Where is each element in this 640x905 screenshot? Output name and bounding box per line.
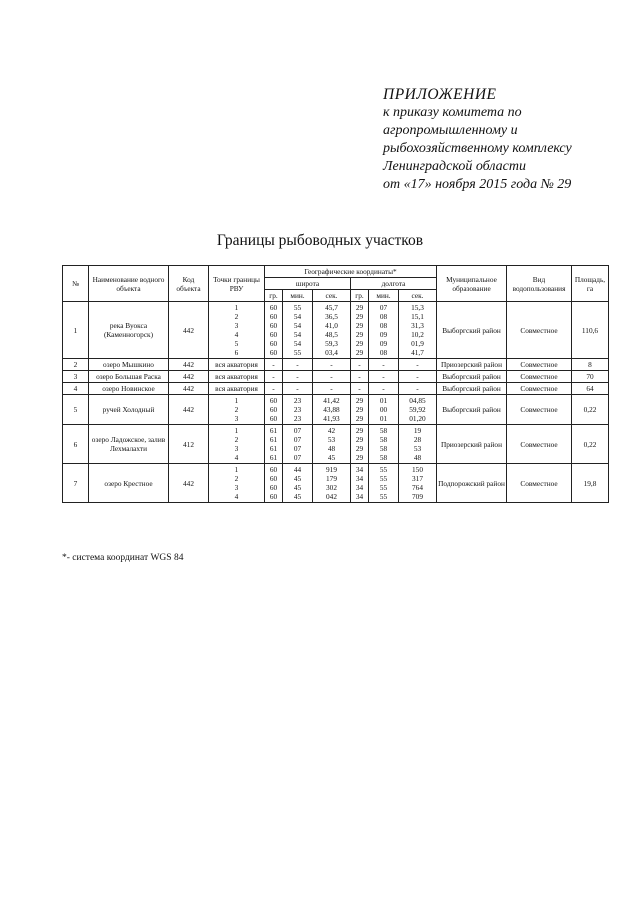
cell-value: - [416, 384, 419, 393]
cell-code: 442 [169, 395, 209, 425]
cell-area: 110,6 [572, 302, 609, 359]
cell-value: 48 [413, 453, 422, 462]
cell-value: 55 [379, 474, 388, 483]
header-points: Точки границы РВУ [209, 266, 265, 302]
cell-lon-deg [351, 371, 369, 383]
cell-lon-min [369, 302, 399, 359]
cell-use: Совместное [507, 371, 572, 383]
header-lon-min: мин. [369, 290, 399, 302]
cell-value: 41,0 [325, 321, 338, 330]
cell-name: озеро Мышкино [89, 359, 169, 371]
cell-area: 70 [572, 371, 609, 383]
cell-value: 179 [326, 474, 337, 483]
cell-lon-min [369, 425, 399, 464]
cell-value: 60 [269, 483, 278, 492]
cell-value: 31,3 [411, 321, 424, 330]
cell-num: 7 [63, 464, 89, 503]
cell-value: 3 [234, 414, 239, 423]
cell-lat-min [283, 302, 313, 359]
cell-value: 15,1 [411, 312, 424, 321]
cell-num: 4 [63, 383, 89, 395]
cell-lat-sec [313, 302, 351, 359]
cell-value: 317 [412, 474, 423, 483]
header-coords: Географические координаты* [265, 266, 437, 278]
cell-num: 5 [63, 395, 89, 425]
cell-value: 29 [355, 348, 364, 357]
header-lon: долгота [351, 278, 437, 290]
cell-value: 60 [269, 303, 278, 312]
appendix-line: от «17» ноября 2015 года № 29 [383, 177, 572, 192]
cell-lon-sec [399, 371, 437, 383]
cell-value: 01 [379, 396, 388, 405]
cell-points [209, 302, 265, 359]
cell-value: 29 [355, 330, 364, 339]
cell-value: 150 [412, 465, 423, 474]
cell-value: 1 [234, 303, 239, 312]
table-row [63, 395, 609, 425]
appendix-title: ПРИЛОЖЕНИЕ [383, 86, 497, 103]
cell-points [209, 425, 265, 464]
cell-num: 2 [63, 359, 89, 371]
cell-value: 6 [234, 348, 239, 357]
header-name: Наименование водного объекта [89, 266, 169, 302]
cell-value: 58 [379, 444, 388, 453]
header-lat: широта [265, 278, 351, 290]
cell-value: 3 [234, 444, 239, 453]
cell-lat-deg [265, 302, 283, 359]
cell-value: 08 [379, 348, 388, 357]
cell-value: 61 [269, 444, 278, 453]
cell-value: 34 [355, 465, 364, 474]
cell-lon-sec [399, 464, 437, 503]
cell-lon-min [369, 371, 399, 383]
cell-value: 43,88 [323, 405, 340, 414]
cell-use: Совместное [507, 464, 572, 503]
cell-use: Совместное [507, 395, 572, 425]
cell-value: - [416, 372, 419, 381]
cell-lon-deg [351, 359, 369, 371]
cell-code: 442 [169, 371, 209, 383]
cell-municipality: Выборгский район [437, 383, 507, 395]
cell-value: 45,7 [325, 303, 338, 312]
cell-value: 29 [355, 414, 364, 423]
cell-value: 29 [355, 321, 364, 330]
cell-value: 60 [269, 405, 278, 414]
cell-value: 58 [379, 426, 388, 435]
cell-value: - [296, 360, 299, 369]
cell-name: озеро Большая Раска [89, 371, 169, 383]
cell-lat-sec [313, 383, 351, 395]
cell-value: - [358, 372, 361, 381]
cell-value: 302 [326, 483, 337, 492]
cell-value: 60 [269, 330, 278, 339]
cell-code: 442 [169, 302, 209, 359]
cell-lon-deg [351, 383, 369, 395]
cell-value: 29 [355, 435, 364, 444]
cell-value: 34 [355, 483, 364, 492]
table-row [63, 371, 609, 383]
cell-lon-deg [351, 464, 369, 503]
cell-lat-min [283, 383, 313, 395]
cell-lat-sec [313, 371, 351, 383]
cell-name: ручей Холодный [89, 395, 169, 425]
cell-value: - [382, 360, 385, 369]
cell-value: 41,42 [323, 396, 340, 405]
cell-value: 60 [269, 492, 278, 501]
cell-lon-deg [351, 302, 369, 359]
header-lat-min: мин. [283, 290, 313, 302]
cell-value: 29 [355, 444, 364, 453]
cell-value: 07 [379, 303, 388, 312]
cell-value: 01,9 [411, 339, 424, 348]
cell-value: 55 [379, 492, 388, 501]
cell-value: 53 [327, 435, 336, 444]
cell-value: - [272, 372, 275, 381]
header-area: Площадь, га [572, 266, 609, 302]
cell-name: озеро Ладожское, залив Лехмалахти [89, 425, 169, 464]
cell-value: 60 [269, 339, 278, 348]
cell-value: 54 [293, 312, 302, 321]
cell-lat-deg [265, 371, 283, 383]
cell-lon-min [369, 464, 399, 503]
cell-value: 29 [355, 396, 364, 405]
cell-lat-deg [265, 359, 283, 371]
cell-value: 3 [234, 483, 239, 492]
cell-value: 29 [355, 405, 364, 414]
cell-value: 08 [379, 321, 388, 330]
header-municipality: Муниципальное образование [437, 266, 507, 302]
cell-value: 54 [293, 321, 302, 330]
cell-value: 709 [412, 492, 423, 501]
cell-value: 03,4 [325, 348, 338, 357]
cell-use: Совместное [507, 302, 572, 359]
cell-value: 58 [379, 435, 388, 444]
cell-value: 29 [355, 339, 364, 348]
cell-lat-min [283, 371, 313, 383]
cell-value: 00 [379, 405, 388, 414]
table-row [63, 464, 609, 503]
cell-value: 29 [355, 312, 364, 321]
cell-area: 19,8 [572, 464, 609, 503]
cell-use: Совместное [507, 425, 572, 464]
cell-lon-sec [399, 359, 437, 371]
cell-lat-deg [265, 395, 283, 425]
header-lon-sec: сек. [399, 290, 437, 302]
cell-value: 45 [293, 474, 302, 483]
cell-value: 3 [234, 321, 239, 330]
cell-area: 64 [572, 383, 609, 395]
cell-value: 53 [413, 444, 422, 453]
cell-value: - [330, 372, 333, 381]
cell-lat-min [283, 395, 313, 425]
cell-value: 42 [327, 426, 336, 435]
cell-value: 5 [234, 339, 239, 348]
cell-lat-sec [313, 359, 351, 371]
cell-value: 2 [234, 435, 239, 444]
cell-value: 41,7 [411, 348, 424, 357]
cell-code: 412 [169, 425, 209, 464]
cell-lon-min [369, 359, 399, 371]
appendix-line: к приказу комитета по [383, 105, 522, 120]
cell-points [209, 371, 265, 383]
cell-municipality: Выборгский район [437, 302, 507, 359]
cell-value: 55 [379, 465, 388, 474]
cell-value: вся акватория [215, 384, 258, 393]
cell-lon-deg [351, 425, 369, 464]
cell-value: 61 [269, 435, 278, 444]
cell-municipality: Приозерский район [437, 425, 507, 464]
cell-value: 55 [293, 348, 302, 357]
cell-value: 45 [293, 492, 302, 501]
cell-value: 29 [355, 303, 364, 312]
fish-farming-areas-table [62, 265, 609, 503]
cell-lat-deg [265, 383, 283, 395]
cell-value: 28 [413, 435, 422, 444]
cell-value: 08 [379, 312, 388, 321]
cell-value: 23 [293, 405, 302, 414]
cell-value: - [382, 372, 385, 381]
header-lon-deg: гр. [351, 290, 369, 302]
cell-value: 60 [269, 348, 278, 357]
cell-value: 41,93 [323, 414, 340, 423]
cell-value: 29 [355, 426, 364, 435]
cell-value: 4 [234, 492, 239, 501]
header-lat-deg: гр. [265, 290, 283, 302]
cell-value: 07 [293, 426, 302, 435]
cell-value: 55 [293, 303, 302, 312]
header-use: Вид водопользования [507, 266, 572, 302]
cell-points [209, 383, 265, 395]
cell-value: 45 [327, 453, 336, 462]
cell-num: 1 [63, 302, 89, 359]
cell-value: 01,20 [409, 414, 426, 423]
cell-value: 55 [379, 483, 388, 492]
cell-area: 0,22 [572, 425, 609, 464]
cell-lat-deg [265, 425, 283, 464]
cell-value: 60 [269, 312, 278, 321]
cell-lon-sec [399, 383, 437, 395]
cell-value: - [358, 384, 361, 393]
cell-value: вся акватория [215, 372, 258, 381]
cell-use: Совместное [507, 383, 572, 395]
cell-value: 2 [234, 474, 239, 483]
cell-value: 09 [379, 339, 388, 348]
cell-municipality: Выборгский район [437, 395, 507, 425]
cell-value: - [330, 384, 333, 393]
cell-value: 919 [326, 465, 337, 474]
table-row [63, 425, 609, 464]
cell-value: 1 [234, 465, 239, 474]
header-num: № [63, 266, 89, 302]
cell-value: 09 [379, 330, 388, 339]
cell-value: 48,5 [325, 330, 338, 339]
cell-value: 04,85 [409, 396, 426, 405]
cell-value: 2 [234, 312, 239, 321]
cell-area: 0,22 [572, 395, 609, 425]
cell-lat-sec [313, 425, 351, 464]
cell-municipality: Приозерский район [437, 359, 507, 371]
cell-value: вся акватория [215, 360, 258, 369]
document-title: Границы рыбоводных участков [216, 232, 424, 249]
cell-value: 44 [293, 465, 302, 474]
cell-value: 4 [234, 330, 239, 339]
cell-value: 60 [269, 414, 278, 423]
cell-value: 54 [293, 339, 302, 348]
cell-value: - [416, 360, 419, 369]
appendix-block [383, 86, 633, 194]
table-row [63, 383, 609, 395]
cell-value: 61 [269, 426, 278, 435]
cell-value: 764 [412, 483, 423, 492]
table-row [63, 359, 609, 371]
cell-num: 3 [63, 371, 89, 383]
cell-value: - [358, 360, 361, 369]
cell-code: 442 [169, 464, 209, 503]
cell-value: 60 [269, 396, 278, 405]
cell-value: 36,5 [325, 312, 338, 321]
cell-value: 19 [413, 426, 422, 435]
cell-value: 01 [379, 414, 388, 423]
cell-value: 07 [293, 444, 302, 453]
cell-lat-min [283, 425, 313, 464]
cell-value: 23 [293, 396, 302, 405]
cell-value: - [272, 360, 275, 369]
cell-value: 23 [293, 414, 302, 423]
cell-code: 442 [169, 383, 209, 395]
cell-lon-sec [399, 302, 437, 359]
cell-value: 15,3 [411, 303, 424, 312]
appendix-line: рыбохозяйственному комплексу [383, 141, 572, 156]
cell-points [209, 395, 265, 425]
cell-lon-min [369, 395, 399, 425]
cell-name: озеро Новинское [89, 383, 169, 395]
cell-points [209, 359, 265, 371]
cell-num: 6 [63, 425, 89, 464]
appendix-line: Ленинградской области [383, 159, 526, 174]
cell-value: 48 [327, 444, 336, 453]
cell-value: 07 [293, 453, 302, 462]
cell-lat-deg [265, 464, 283, 503]
cell-value: 60 [269, 465, 278, 474]
cell-value: - [296, 384, 299, 393]
cell-lon-sec [399, 395, 437, 425]
cell-value: 45 [293, 483, 302, 492]
cell-area: 8 [572, 359, 609, 371]
cell-name: озеро Крестное [89, 464, 169, 503]
cell-value: 60 [269, 474, 278, 483]
cell-value: - [272, 384, 275, 393]
cell-lon-min [369, 383, 399, 395]
cell-value: 54 [293, 330, 302, 339]
cell-lat-sec [313, 464, 351, 503]
cell-value: 2 [234, 405, 239, 414]
cell-value: 1 [234, 426, 239, 435]
cell-value: 60 [269, 321, 278, 330]
header-lat-sec: сек. [313, 290, 351, 302]
cell-value: - [382, 384, 385, 393]
cell-value: 61 [269, 453, 278, 462]
cell-value: 042 [326, 492, 337, 501]
cell-value: 34 [355, 492, 364, 501]
table-row [63, 302, 609, 359]
cell-lat-min [283, 359, 313, 371]
cell-points [209, 464, 265, 503]
cell-value: 58 [379, 453, 388, 462]
cell-lat-min [283, 464, 313, 503]
cell-value: 59,3 [325, 339, 338, 348]
cell-value: 4 [234, 453, 239, 462]
footnote: *- система координат WGS 84 [62, 553, 184, 563]
cell-code: 442 [169, 359, 209, 371]
appendix-line: агропромышленному и [383, 123, 518, 138]
cell-use: Совместное [507, 359, 572, 371]
cell-municipality: Выборгский район [437, 371, 507, 383]
cell-value: 34 [355, 474, 364, 483]
cell-lat-sec [313, 395, 351, 425]
cell-value: 1 [234, 396, 239, 405]
cell-name: река Вуокса (Каменногорск) [89, 302, 169, 359]
cell-value: 07 [293, 435, 302, 444]
cell-value: - [330, 360, 333, 369]
cell-value: 10,2 [411, 330, 424, 339]
cell-value: 29 [355, 453, 364, 462]
cell-lon-sec [399, 425, 437, 464]
cell-value: - [296, 372, 299, 381]
cell-value: 59,92 [409, 405, 426, 414]
cell-municipality: Подпорожский район [437, 464, 507, 503]
table-body [63, 302, 609, 503]
header-code: Код объекта [169, 266, 209, 302]
cell-lon-deg [351, 395, 369, 425]
